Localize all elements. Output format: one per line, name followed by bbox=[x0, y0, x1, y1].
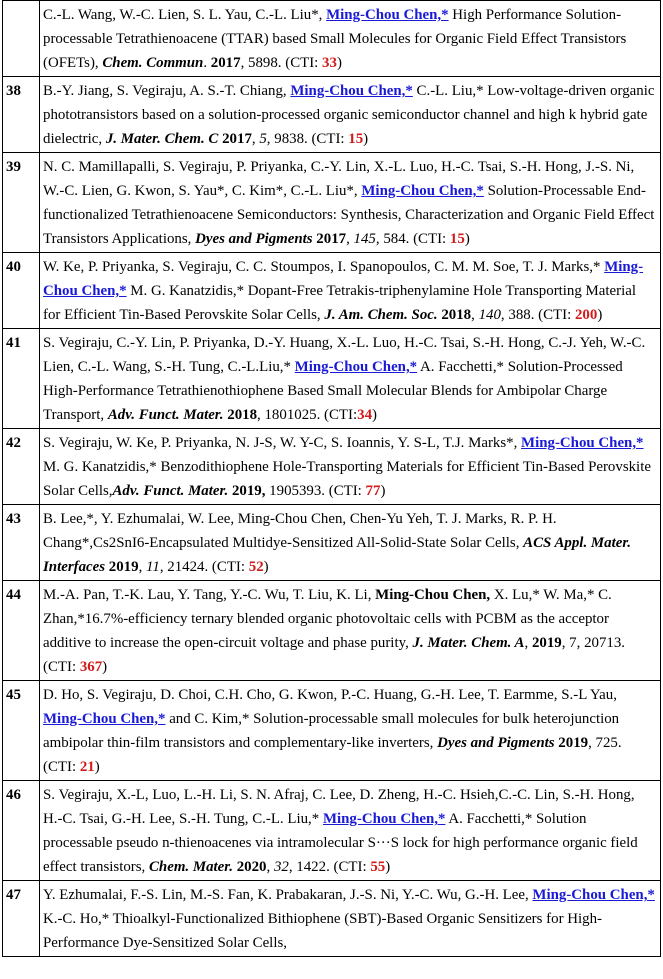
entry-number bbox=[3, 1, 40, 77]
entry-number: 47 bbox=[3, 881, 40, 957]
close-paren: ) bbox=[464, 231, 470, 247]
journal-name: J. Mater. Chem. A bbox=[412, 635, 525, 651]
table-row bbox=[3, 505, 661, 581]
cti-value: 367 bbox=[79, 659, 103, 675]
citation bbox=[40, 329, 661, 429]
author-link[interactable]: Ming-Chou Chen,* bbox=[326, 7, 449, 23]
journal-name: J. Mater. Chem. C bbox=[105, 131, 219, 147]
journal-name: Dyes and Pigments bbox=[437, 735, 555, 751]
citation bbox=[40, 881, 661, 957]
comma: , bbox=[266, 859, 274, 875]
cti-value: 77 bbox=[365, 483, 381, 499]
author-link[interactable]: Ming-Chou Chen,* bbox=[294, 359, 418, 375]
cti-value: 21 bbox=[79, 759, 95, 775]
author-link[interactable]: Ming-Chou Chen,* bbox=[322, 811, 446, 827]
entry-number: 38 bbox=[3, 77, 40, 153]
close-paren: ) bbox=[94, 759, 100, 775]
cti-value: 15 bbox=[348, 131, 364, 147]
volume: 11 bbox=[146, 559, 160, 575]
paper-title: A. Facchetti,* Solution-Processed High-Performance Tetrathienothiophene Based Small Molecular Blends for Ambipolar Charge Transport, bbox=[43, 359, 623, 423]
publication-table bbox=[2, 0, 661, 957]
journal-name: ACS Appl. Mater. Interfaces bbox=[43, 535, 632, 575]
authors: M.-A. Pan, T.-K. Lau, Y. Tang, Y.-C. Wu, T. Liu, K. Li, bbox=[43, 587, 376, 603]
authors: C.-L. Wang, W.-C. Lien, S. L. Yau, C.-L. Liu*, bbox=[43, 7, 327, 23]
table-row bbox=[3, 77, 661, 153]
close-paren: ) bbox=[363, 131, 369, 147]
pages: , 7, 20713. (CTI: bbox=[43, 635, 626, 675]
cti-value: 15 bbox=[449, 231, 465, 247]
table-row bbox=[3, 881, 661, 957]
entry-number: 42 bbox=[3, 429, 40, 505]
close-paren: ) bbox=[380, 483, 386, 499]
cti-value: 33 bbox=[322, 55, 337, 71]
volume: 140 bbox=[478, 307, 501, 323]
paper-title: X. Lu,* W. Ma,* C. Zhan,*16.7%-efficiency ternary blended organic photovoltaic cells with PCBM as the acceptor additive to increase the open-circuit voltage and phase purity, bbox=[43, 587, 612, 651]
journal-name: Dyes and Pigments bbox=[195, 231, 313, 247]
table-row bbox=[3, 781, 661, 881]
close-paren: ) bbox=[336, 55, 342, 71]
volume: 145 bbox=[353, 231, 376, 247]
author-link[interactable]: Ming-Chou Chen,* bbox=[532, 887, 655, 903]
entry-number: 41 bbox=[3, 329, 40, 429]
separator: , bbox=[524, 635, 532, 651]
pages: , 1422. (CTI: bbox=[288, 859, 371, 875]
year: 2019, bbox=[231, 483, 266, 499]
entry-number: 40 bbox=[3, 253, 40, 329]
paper-title: M. G. Kanatzidis,* Benzodithiophene Hole-Transporting Materials for Efficient Tin-Based Perovskite Solar Cells, bbox=[43, 459, 651, 499]
table-row bbox=[3, 153, 661, 253]
paper-title: M. G. Kanatzidis,* Dopant-Free Tetrakis-triphenylamine Hole Transporting Material for Efficient Tin-Based Perovskite Solar Cells, bbox=[43, 283, 636, 323]
pages: 1905393. (CTI: bbox=[265, 483, 366, 499]
author-link[interactable]: Ming-Chou Chen,* bbox=[521, 435, 644, 451]
close-paren: ) bbox=[263, 559, 269, 575]
citation bbox=[40, 581, 661, 681]
cti-value: 55 bbox=[370, 859, 386, 875]
year: 2018 bbox=[227, 407, 258, 423]
year: 2019 bbox=[108, 559, 139, 575]
year: 2019 bbox=[531, 635, 562, 651]
journal-name: Chem. Commun bbox=[102, 55, 204, 71]
paper-title: A. Facchetti,* Solution processable pseudo n-thienoacenes via intramolecular S···S lock for high performance organic field effect transistors, bbox=[43, 811, 638, 875]
paper-title: High Performance Solution-processable Tetrathienoacene (TTAR) based Small Molecules for Organic Field Effect Transistors (OFETs), bbox=[43, 7, 627, 71]
table-row bbox=[3, 681, 661, 781]
author-link[interactable]: Ming-Chou Chen,* bbox=[361, 183, 484, 199]
authors: B.-Y. Jiang, S. Vegiraju, A. S.-T. Chiang, bbox=[43, 83, 291, 99]
authors: N. C. Mamillapalli, S. Vegiraju, P. Priyanka, C.-Y. Lin, X.-L. Luo, H.-C. Tsai, S.-H. Hong, J.-S. Ni, W.-C. Lien, G. Kwon, S. Yau*, C. Kim*, C.-L. Liu*, bbox=[43, 159, 635, 199]
pages: , 725. (CTI: bbox=[43, 735, 622, 775]
pages: , 388. (CTI: bbox=[500, 307, 575, 323]
authors: W. Ke, P. Priyanka, S. Vegiraju, C. C. Stoumpos, I. Spanopoulos, C. M. M. Soe, T. J. Marks,* bbox=[43, 259, 605, 275]
journal-name: Adv. Funct. Mater. bbox=[112, 483, 229, 499]
table-row bbox=[3, 581, 661, 681]
paper-title: Solution-Processable End-functionalized Tetrathienoacene Semiconductors: Synthesis, Characterization and Organic Field Effect Transistors Applications, bbox=[43, 183, 655, 247]
author-link[interactable]: Ming-Chou Chen,* bbox=[43, 711, 166, 727]
pages: , 1801025. (CTI: bbox=[257, 407, 358, 423]
author-name-bold: Ming-Chou Chen, bbox=[375, 587, 491, 603]
table-row bbox=[3, 1, 661, 77]
close-paren: ) bbox=[385, 859, 391, 875]
comma: , bbox=[138, 559, 147, 575]
citation bbox=[40, 1, 661, 77]
citation bbox=[40, 505, 661, 581]
authors: B. Lee,*, Y. Ezhumalai, W. Lee, Ming-Chou Chen, Chen-Yu Yeh, T. J. Marks, R. P. H. Chang*,Cs2SnI6-Encapsulated Multidye-Sensitized All-Solid-State Solar Cells, bbox=[43, 511, 557, 551]
citation bbox=[40, 681, 661, 781]
entry-number: 45 bbox=[3, 681, 40, 781]
table-row bbox=[3, 429, 661, 505]
entry-number: 44 bbox=[3, 581, 40, 681]
cti-value: 34 bbox=[357, 407, 373, 423]
cti-value: 200 bbox=[574, 307, 598, 323]
close-paren: ) bbox=[597, 307, 603, 323]
table-row bbox=[3, 329, 661, 429]
journal-name: Chem. Mater. bbox=[149, 859, 233, 875]
author-link[interactable]: Ming-Chou Chen,* bbox=[290, 83, 413, 99]
entry-number: 43 bbox=[3, 505, 40, 581]
table-row bbox=[3, 253, 661, 329]
pages: , 584. (CTI: bbox=[375, 231, 450, 247]
paper-title: K.-C. Ho,* Thioalkyl-Functionalized Bithiophene (SBT)-Based Organic Sensitizers for High-Performance Dye-Sensitized Solar Cells, bbox=[43, 911, 602, 951]
paper-title: C.-L. Liu,* Low-voltage-driven organic phototransistors based on a solution-processed organic semiconductor channel and high k hybrid gate dielectric, bbox=[43, 83, 655, 147]
comma: , bbox=[346, 231, 354, 247]
pages: , 5898. (CTI: bbox=[240, 55, 323, 71]
citation bbox=[40, 429, 661, 505]
comma: , bbox=[251, 131, 260, 147]
citation bbox=[40, 153, 661, 253]
volume: 5 bbox=[259, 131, 267, 147]
author-link[interactable]: Ming-Chou Chen,* bbox=[43, 259, 644, 299]
year: 2018 bbox=[441, 307, 472, 323]
separator: . bbox=[203, 55, 211, 71]
citation bbox=[40, 781, 661, 881]
year: 2020 bbox=[236, 859, 267, 875]
year: 2017 bbox=[210, 55, 241, 71]
close-paren: ) bbox=[102, 659, 108, 675]
year: 2017 bbox=[316, 231, 347, 247]
paper-title: and C. Kim,* Solution-processable small molecules for bulk heterojunction ambipolar thin-film transistors and complementary-like inverters, bbox=[43, 711, 620, 751]
year: 2017 bbox=[222, 131, 252, 147]
pages: , 9838. (CTI: bbox=[266, 131, 349, 147]
citation bbox=[40, 253, 661, 329]
journal-name: J. Am. Chem. Soc. bbox=[324, 307, 438, 323]
authors: S. Vegiraju, W. Ke, P. Priyanka, N. J-S, W. Y-C, S. Ioannis, Y. S-L, T.J. Marks*, bbox=[43, 435, 522, 451]
authors: S. Vegiraju, X.-L, Luo, L.-H. Li, S. N. Afraj, C. Lee, D. Zheng, H.-C. Hsieh,C.-C. Lin, S.-H. Hong, H.-C. Tsai, G.-H. Lee, S.-H. Tung, C.-L. Liu,* bbox=[43, 787, 635, 827]
entry-number: 46 bbox=[3, 781, 40, 881]
authors: D. Ho, S. Vegiraju, D. Choi, C.H. Cho, G. Kwon, P.-C. Huang, G.-H. Lee, T. Earmme, S.-L Yau, bbox=[43, 687, 617, 703]
close-paren: ) bbox=[372, 407, 377, 423]
citation bbox=[40, 77, 661, 153]
year: 2019 bbox=[558, 735, 589, 751]
comma: , bbox=[471, 307, 479, 323]
entry-number: 39 bbox=[3, 153, 40, 253]
authors: Y. Ezhumalai, F.-S. Lin, M.-S. Fan, K. Prabakaran, J.-S. Ni, Y.-C. Wu, G.-H. Lee, bbox=[43, 887, 533, 903]
cti-value: 52 bbox=[248, 559, 264, 575]
volume: 32 bbox=[273, 859, 289, 875]
pages: , 21424. (CTI: bbox=[159, 559, 249, 575]
authors: S. Vegiraju, C.-Y. Lin, P. Priyanka, D.-Y. Huang, X.-L. Luo, H.-C. Tsai, S.-H. Hong, C.-J. Yeh, W.-C. Lien, C.-L. Wang, S.-H. Tung, C.-L.Liu,* bbox=[43, 335, 646, 375]
journal-name: Adv. Funct. Mater. bbox=[107, 407, 224, 423]
